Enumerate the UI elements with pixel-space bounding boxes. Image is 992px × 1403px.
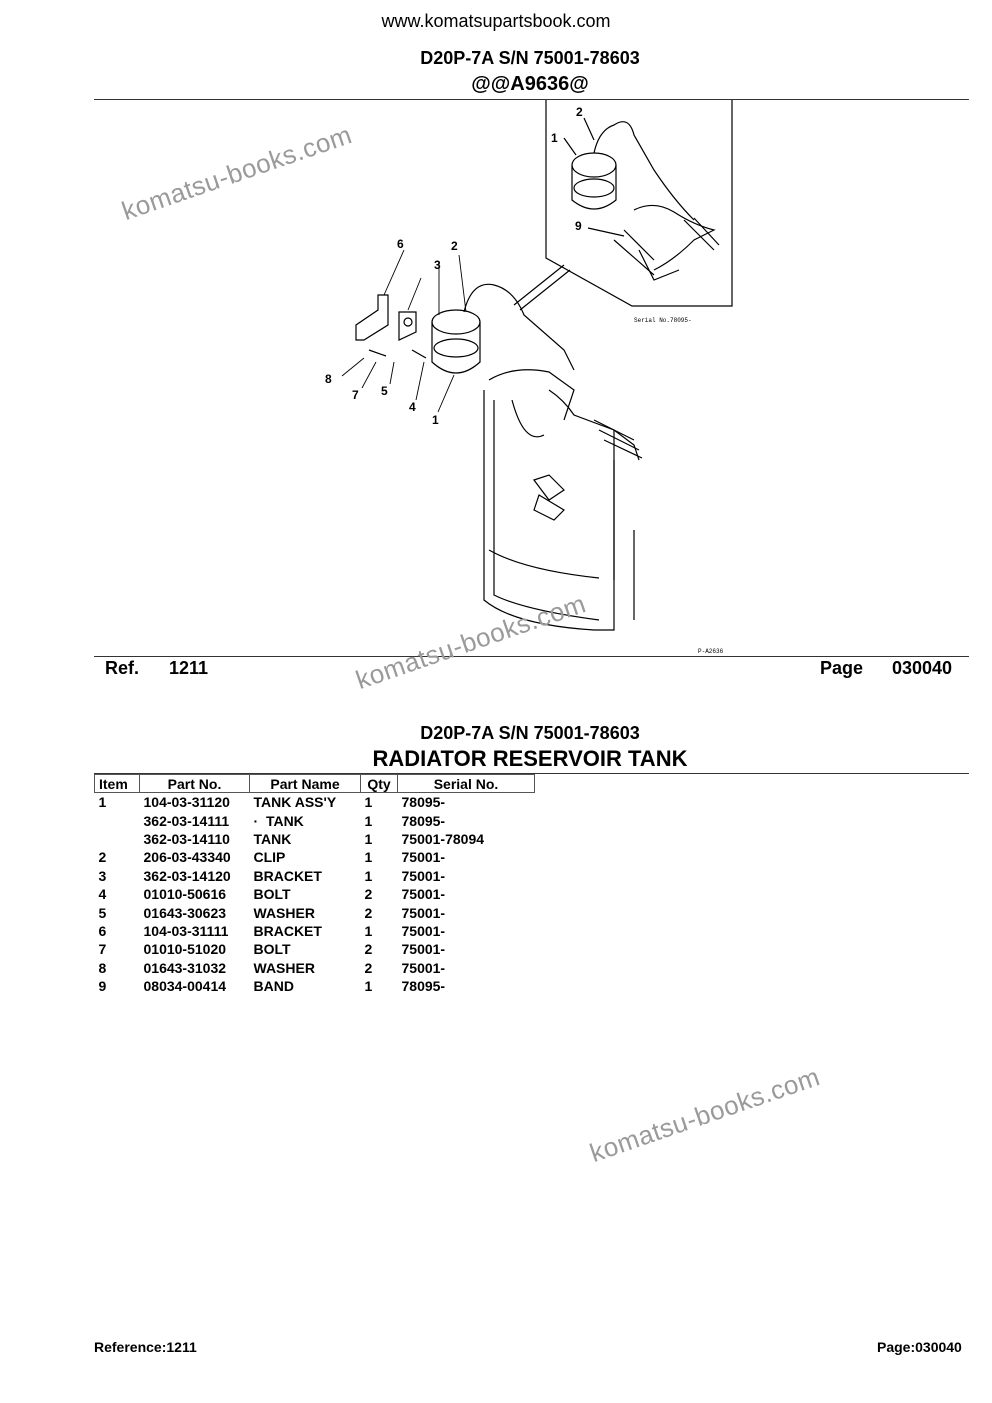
cell-part-name: CLIP (253, 849, 286, 866)
cell-qty: 2 (364, 886, 373, 903)
cell-item: 6 (98, 922, 107, 939)
cell-qty: 2 (364, 941, 373, 958)
diagram-divider (94, 656, 969, 657)
ref-value: 1211 (169, 658, 209, 678)
inset-callout-9: 9 (575, 219, 582, 233)
col-serial-no: Serial No. (398, 775, 535, 793)
cell-qty: 1 (364, 830, 373, 847)
cell-part-name: BOLT (253, 886, 291, 903)
cell-item (95, 830, 140, 848)
parts-table (94, 774, 535, 995)
callout-7: 7 (352, 388, 359, 402)
cell-qty: 1 (364, 978, 373, 995)
cell-part-name: TANK (253, 830, 292, 847)
cell-part-no: 104-03-31111 (143, 922, 229, 939)
inset-callout-1: 1 (551, 131, 558, 145)
cell-serial: 78095- (401, 812, 446, 829)
inset-detail (546, 100, 732, 306)
bracket-assembly (356, 295, 426, 358)
drawing-code: @@A9636@ (471, 73, 589, 95)
cell-item: 8 (98, 959, 107, 976)
cell-item: 1 (98, 794, 107, 811)
table-row (95, 922, 535, 940)
cell-serial: 75001- (401, 941, 446, 958)
col-part-no: Part No. (140, 775, 250, 793)
table-row (95, 940, 535, 958)
table-row (95, 959, 535, 977)
table-row (95, 885, 535, 903)
cell-part-no: 362-03-14120 (143, 867, 231, 884)
cell-part-no: 01010-51020 (143, 941, 227, 958)
cell-serial: 75001- (401, 849, 446, 866)
col-qty: Qty (361, 775, 398, 793)
cell-part-no: 206-03-43340 (143, 849, 231, 866)
table-row (95, 793, 535, 812)
cell-serial: 75001- (401, 959, 446, 976)
col-part-name: Part Name (250, 775, 361, 793)
cell-part-name: TANK ASS'Y (253, 794, 337, 811)
diagram-code-label: P-A2636 (698, 648, 724, 655)
callout-1: 1 (432, 413, 439, 427)
cell-part-name: BOLT (253, 941, 291, 958)
cell-part-name: · TANK (253, 812, 304, 829)
cell-serial: 75001- (401, 867, 446, 884)
site-url[interactable]: www.komatsupartsbook.com (381, 11, 611, 31)
cell-part-no: 362-03-14110 (143, 830, 230, 847)
callout-8: 8 (325, 372, 332, 386)
cell-part-no: 104-03-31120 (143, 794, 230, 811)
cell-part-no: 08034-00414 (143, 978, 227, 995)
section-model-line: D20P-7A S/N 75001-78603 (420, 723, 640, 743)
cell-qty: 2 (364, 959, 373, 976)
cell-serial: 75001-78094 (401, 830, 485, 847)
cell-item: 5 (98, 904, 107, 921)
cell-qty: 1 (364, 849, 373, 866)
cell-part-name: WASHER (253, 904, 315, 921)
table-header-row (95, 775, 535, 793)
section-title: RADIATOR RESERVOIR TANK (372, 746, 688, 771)
footer-page: Page:030040 (877, 1339, 962, 1355)
watermark: komatsu-books.com (351, 588, 590, 696)
callout-5: 5 (381, 384, 388, 398)
cell-part-name: BRACKET (253, 922, 322, 939)
table-row (95, 811, 535, 829)
cell-part-name: BRACKET (253, 867, 322, 884)
model-line: D20P-7A S/N 75001-78603 (420, 48, 640, 68)
cell-part-name: WASHER (253, 959, 315, 976)
table-row (95, 830, 535, 848)
cell-serial: 78095- (401, 978, 446, 995)
cell-qty: 1 (364, 812, 373, 829)
inset-note: Serial No.78095- (634, 317, 692, 324)
col-item: Item (95, 775, 140, 793)
table-row (95, 903, 535, 921)
cell-qty: 1 (364, 867, 373, 884)
cell-part-no: 362-03-14111 (143, 812, 230, 829)
callout-3: 3 (434, 258, 441, 272)
table-row (95, 848, 535, 866)
cell-qty: 1 (364, 794, 373, 811)
callout-4: 4 (409, 400, 416, 414)
table-row (95, 867, 535, 885)
cell-serial: 75001- (401, 886, 446, 903)
cell-item: 4 (98, 886, 107, 903)
cell-item: 7 (98, 941, 107, 958)
callout-2: 2 (451, 239, 458, 253)
cell-serial: 75001- (401, 922, 446, 939)
radiator (484, 370, 642, 630)
watermark: komatsu-books.com (117, 119, 356, 227)
cell-item: 2 (98, 849, 107, 866)
cell-serial: 78095- (401, 794, 446, 811)
callout-6: 6 (397, 237, 404, 251)
inset-callout-2: 2 (576, 105, 583, 119)
reservoir-tank (432, 284, 574, 373)
cell-part-name: BAND (253, 978, 294, 995)
page-label: Page (820, 658, 864, 678)
cell-part-no: 01643-30623 (143, 904, 227, 921)
table-row (95, 977, 535, 995)
cell-item: 9 (98, 978, 107, 995)
ref-label: Ref. (105, 658, 140, 678)
page-value: 030040 (892, 658, 953, 678)
watermark: komatsu-books.com (585, 1061, 824, 1169)
leader-lines (342, 250, 466, 412)
cell-qty: 2 (364, 904, 373, 921)
cell-part-no: 01010-50616 (143, 886, 227, 903)
cell-item: 3 (98, 867, 107, 884)
cell-part-no: 01643-31032 (143, 959, 227, 976)
cell-qty: 1 (364, 922, 373, 939)
cell-item (95, 811, 140, 829)
cell-serial: 75001- (401, 904, 446, 921)
footer-reference: Reference:1211 (94, 1339, 197, 1355)
